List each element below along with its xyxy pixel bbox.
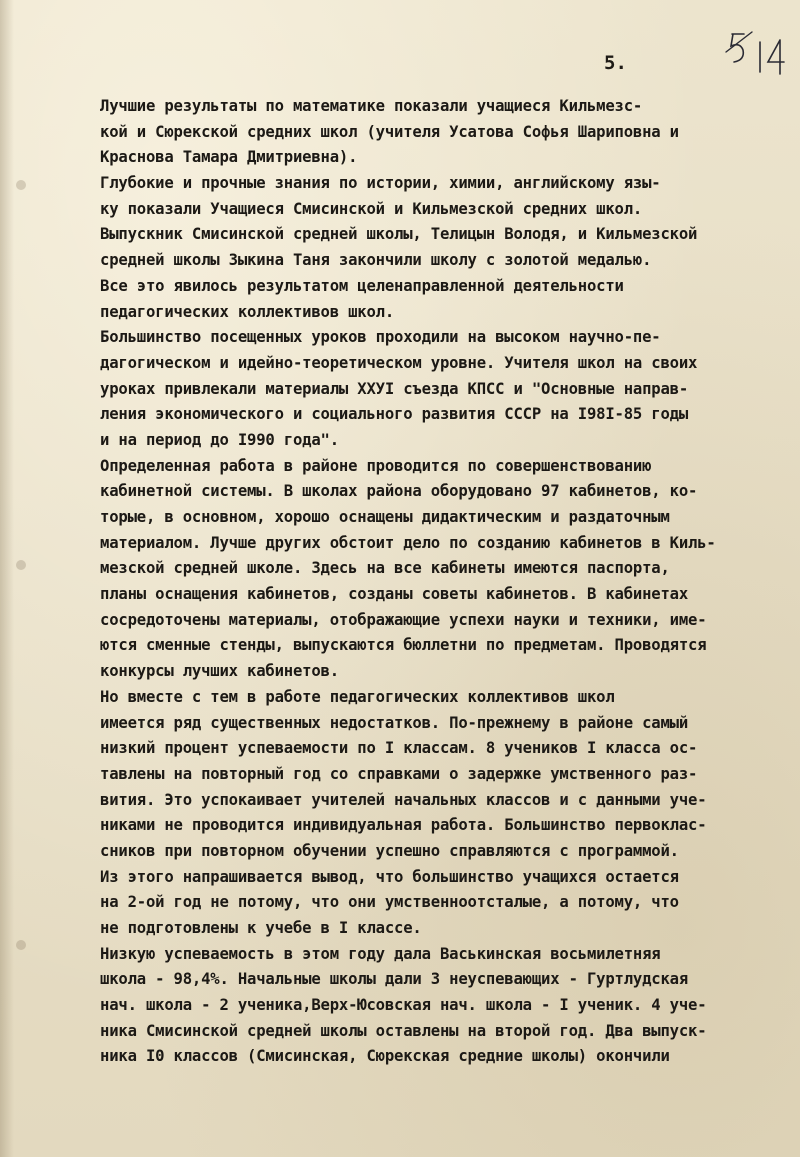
text-line: школа - 98,4%. Начальные школы дали 3 неуспевающих - Гуртлудская — [100, 970, 689, 989]
text-line: тавлены на повторный год со справками о задержке умственного раз- — [100, 764, 698, 783]
binding-hole — [16, 560, 26, 570]
binding-hole — [16, 940, 26, 950]
text-line: Выпускник Смисинской средней школы, Телицын Володя, и Кильмезской — [100, 225, 698, 244]
text-line: кой и Сюрекской средних школ (учителя Усатова Софья Шариповна и — [100, 122, 679, 141]
text-line: Низкую успеваемость в этом году дала Васькинская восьмилетняя — [100, 944, 661, 963]
binding-hole — [16, 180, 26, 190]
text-line: на 2-ой год не потому, что они умственноотсталые, а потому, что — [100, 893, 679, 912]
text-line: вития. Это успокаивает учителей начальных классов и с данными уче- — [100, 790, 707, 809]
text-line: Все это явилось результатом целенаправленной деятельности — [100, 276, 624, 295]
text-line: педагогических коллективов школ. — [100, 302, 395, 321]
text-line: ления экономического и социального развития СССР на I98I-85 годы — [100, 405, 689, 424]
text-line: Краснова Тамара Дмитриевна). — [100, 148, 358, 167]
text-line: Большинство посещенных уроков проходили на высоком научно-пе- — [100, 328, 661, 347]
page-left-edge-shadow — [0, 0, 14, 1157]
handwritten-folio-mark — [722, 22, 792, 82]
text-line: никами не проводится индивидуальная работа. Большинство первоклас- — [100, 816, 707, 835]
text-line: ются сменные стенды, выпускаются бюллетни по предметам. Проводятся — [100, 636, 707, 655]
text-line: сников при повторном обучении успешно справляются с программой. — [100, 841, 679, 860]
text-line: мезской средней школе. Здесь на все кабинеты имеются паспорта, — [100, 559, 670, 578]
text-line: конкурсы лучших кабинетов. — [100, 662, 339, 681]
text-line: низкий процент успеваемости по I классам. 8 учеников I класса ос- — [100, 739, 698, 758]
text-line: Из этого напрашивается вывод, что большинство учащихся остается — [100, 867, 679, 886]
text-line: планы оснащения кабинетов, созданы советы кабинетов. В кабинетах — [100, 585, 689, 604]
text-line: уроках привлекали материалы ХХУI съезда КПСС и "Основные направ- — [100, 379, 689, 398]
text-line: не подготовлены к учебе в I классе. — [100, 919, 422, 937]
text-line: средней школы Зыкина Таня закончили школу с золотой медалью. — [100, 251, 652, 270]
text-line: ку показали Учащиеся Смисинской и Кильмезской средних школ. — [100, 199, 643, 218]
text-line: и на период до I990 года". — [100, 430, 339, 449]
page-number: 5. — [604, 52, 627, 74]
text-line: ника Смисинской средней школы оставлены на второй год. Два выпуск- — [100, 1021, 707, 1040]
text-line: сосредоточены материалы, отображающие успехи науки и техники, име- — [100, 610, 707, 629]
text-line: Но вместе с тем в работе педагогических коллективов школ — [100, 687, 615, 706]
text-line: дагогическом и идейно-теоретическом уровне. Учителя школ на своих — [100, 353, 698, 372]
typewritten-body — [100, 94, 790, 1070]
text-line: торые, в основном, хорошо оснащены дидактическим и раздаточным — [100, 508, 670, 526]
text-line: Глубокие и прочные знания по истории, химии, английскому язы- — [100, 174, 661, 193]
text-line: материалом. Лучше других обстоит дело по созданию кабинетов в Киль- — [100, 533, 716, 552]
text-line: ника I0 классов (Смисинская, Сюрекская средние школы) окончили — [100, 1047, 670, 1066]
text-line: нач. школа - 2 ученика,Верх-Юсовская нач. школа - I ученик. 4 уче- — [100, 996, 707, 1015]
text-line: имеется ряд существенных недостатков. По-прежнему в районе самый — [100, 713, 689, 732]
handwritten-archive-mark — [722, 22, 792, 82]
text-line: Определенная работа в районе проводится по совершенствованию — [100, 456, 652, 475]
text-line: кабинетной системы. В школах района оборудовано 97 кабинетов, ко- — [100, 482, 698, 501]
text-line: Лучшие результаты по математике показали учащиеся Кильмезс- — [100, 97, 643, 115]
